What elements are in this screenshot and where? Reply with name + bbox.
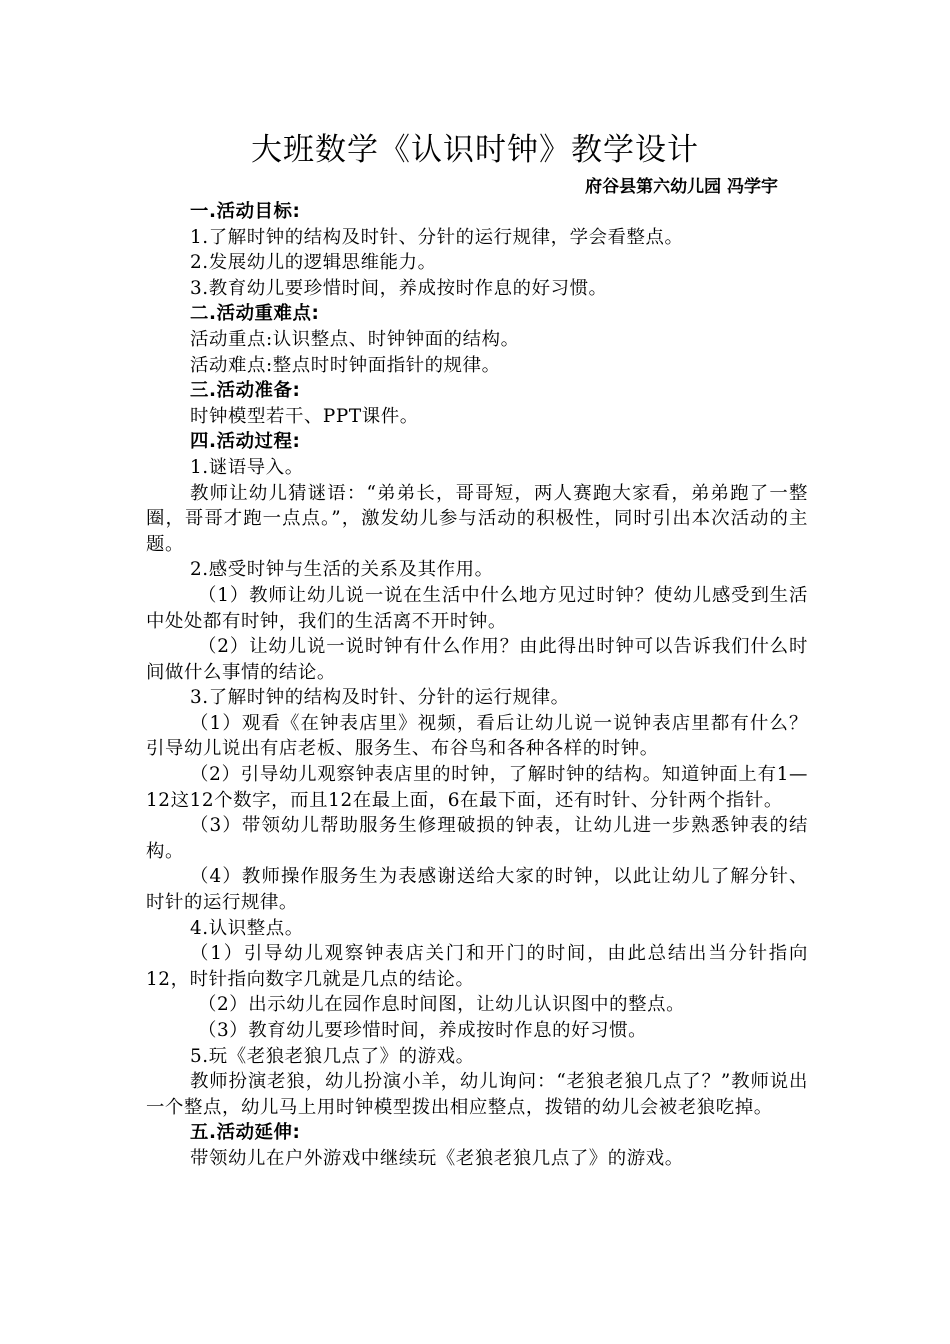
paragraph: （1）教师让幼儿说一说在生活中什么地方见过时钟？使幼儿感受到生活中处处都有时钟，我们的生活离不开时钟。: [146, 584, 808, 632]
paragraph: 1.了解时钟的结构及时针、分针的运行规律，学会看整点。: [190, 226, 684, 248]
section-heading: 四.活动过程:: [190, 431, 301, 453]
document-title: 大班数学《认识时钟》教学设计: [251, 132, 699, 168]
paragraph: 1.谜语导入。: [190, 456, 304, 478]
section-heading: 一.活动目标:: [190, 201, 301, 222]
paragraph: 3.了解时钟的结构及时针、分针的运行规律。: [190, 687, 570, 709]
paragraph: （1）观看《在钟表店里》视频，看后让幼儿说一说钟表店里都有什么？引导幼儿说出有店老板、服务生、布谷鸟和各种各样的时钟。: [146, 712, 808, 760]
paragraph: 活动重点:认识整点、时钟钟面的结构。: [190, 328, 520, 350]
paragraph: 2.发展幼儿的逻辑思维能力。: [190, 252, 437, 274]
paragraph: 4.认识整点。: [190, 917, 304, 939]
paragraph: （1）引导幼儿观察钟表店关门和开门的时间，由此总结出当分针指向12，时针指向数字几就是几点的结论。: [146, 943, 808, 990]
paragraph: （3）教育幼儿要珍惜时间，养成按时作息的好习惯。: [198, 1020, 648, 1041]
paragraph: （2）引导幼儿观察钟表店里的时钟，了解时钟的结构。知道钟面上有1—12这12个数字，而且12在最上面，6在最下面，还有时针、分针两个指针。: [146, 764, 808, 811]
document-body: [146, 199, 808, 1172]
section-heading: 二.活动重难点:: [190, 303, 320, 325]
paragraph: （4）教师操作服务生为表感谢送给大家的时钟，以此让幼儿了解分针、时针的运行规律。: [146, 866, 808, 914]
paragraph: （2）出示幼儿在园作息时间图，让幼儿认识图中的整点。: [198, 994, 686, 1016]
paragraph: 带领幼儿在户外游戏中继续玩《老狼老狼几点了》的游戏。: [190, 1147, 684, 1169]
paragraph: （3）带领幼儿帮助服务生修理破损的钟表，让幼儿进一步熟悉钟表的结构。: [146, 815, 808, 862]
paragraph: 教师让幼儿猜谜语：“弟弟长，哥哥短，两人赛跑大家看，弟弟跑了一整圈，哥哥才跑一点点。”，激发幼儿参与活动的积极性，同时引出本次活动的主题。: [146, 482, 808, 555]
paragraph: 3.教育幼儿要珍惜时间，养成按时作息的好习惯。: [190, 277, 608, 299]
paragraph: 2.感受时钟与生活的关系及其作用。: [190, 559, 494, 581]
paragraph: （2）让幼儿说一说时钟有什么作用？由此得出时钟可以告诉我们什么时间做什么事情的结论。: [146, 636, 808, 683]
paragraph: 5.玩《老狼老狼几点了》的游戏。: [190, 1045, 475, 1067]
paragraph: 时钟模型若干、PPT课件。: [190, 405, 419, 427]
paragraph: 教师扮演老狼，幼儿扮演小羊，幼儿询问：“老狼老狼几点了？”教师说出一个整点，幼儿马上用时钟模型拨出相应整点，拨错的幼儿会被老狼吃掉。: [146, 1071, 808, 1118]
section-heading: 五.活动延伸:: [190, 1122, 301, 1144]
document-author: 府谷县第六幼儿园 冯学宇: [585, 177, 778, 197]
paragraph: 活动难点:整点时时钟面指针的规律。: [190, 354, 501, 376]
section-heading: 三.活动准备:: [190, 380, 301, 402]
